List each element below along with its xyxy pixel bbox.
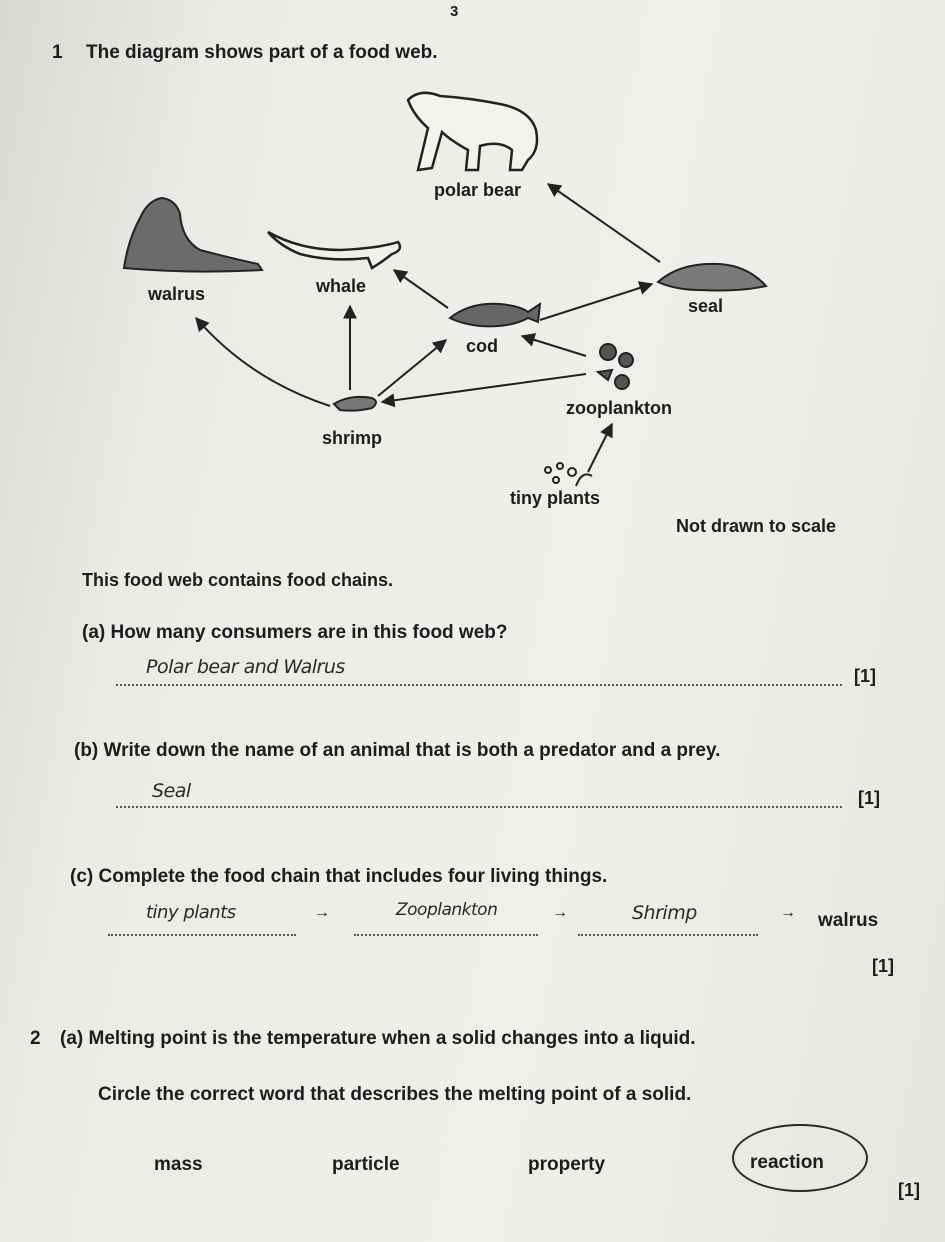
label-walrus: walrus xyxy=(148,284,206,304)
label-whale: whale xyxy=(316,276,367,296)
q1c-line-3 xyxy=(578,934,758,936)
q1a-text-after: are in this food web? xyxy=(312,622,508,643)
seal-icon xyxy=(658,264,766,291)
arrow-cod-to-seal xyxy=(540,284,652,320)
label-seal: seal xyxy=(688,296,724,316)
zooplankton-icon xyxy=(598,344,633,389)
q1c-answer-3[interactable]: Shrimp xyxy=(632,902,697,924)
q1c-line-1 xyxy=(108,934,296,936)
arrow-zooplankton-to-shrimp xyxy=(382,374,586,402)
q1c-text-before: Complete the food chain that includes xyxy=(98,866,448,887)
q1b-mark: [1] xyxy=(858,788,880,808)
q2a-option-particle[interactable]: particle xyxy=(332,1154,400,1175)
arrow-zooplankton-to-cod xyxy=(522,336,586,356)
cod-icon xyxy=(450,304,540,327)
q1c-answer-1[interactable]: tiny plants xyxy=(146,902,236,923)
q2a-option-reaction[interactable]: reaction xyxy=(750,1152,824,1173)
q2a-mark: [1] xyxy=(898,1180,920,1200)
q1c-mark: [1] xyxy=(872,956,894,976)
q2a-question xyxy=(60,1028,696,1050)
q1c-answer-2[interactable]: Zooplankton xyxy=(396,900,498,920)
q2-number: 2 xyxy=(30,1028,41,1049)
label-shrimp: shrimp xyxy=(322,428,383,448)
q1c-text-after: living things. xyxy=(484,866,608,887)
polar-bear-icon xyxy=(408,93,537,170)
q1c-line-2 xyxy=(354,934,538,936)
q2a-text: Melting point is the temperature when a solid changes into a liquid. xyxy=(88,1028,696,1049)
q1c-question xyxy=(70,866,607,888)
q1c-arrow-3: → xyxy=(780,904,796,921)
shrimp-icon xyxy=(334,397,376,411)
q1b-text-bold: and xyxy=(621,740,656,761)
q1-intro: The diagram shows part of a food web. xyxy=(86,42,438,63)
q1c-arrow-2: → xyxy=(552,904,568,921)
label-zooplankton: zooplankton xyxy=(566,398,672,418)
q1a-answer-line xyxy=(116,684,842,686)
q1-statement: This food web contains food chains. xyxy=(82,570,394,590)
q2a-answer-circle xyxy=(732,1124,868,1192)
q1b-label: (b) xyxy=(74,740,99,761)
q1b-text-after: a prey. xyxy=(655,740,721,761)
q1a-text-before: How many xyxy=(110,622,211,643)
tiny-plants-icon xyxy=(545,463,592,486)
arrow-shrimp-to-walrus xyxy=(196,318,330,406)
q1c-label: (c) xyxy=(70,866,94,887)
arrow-cod-to-whale xyxy=(394,270,448,308)
arrow-shrimp-to-cod xyxy=(378,340,446,396)
q1c-final-organism: walrus xyxy=(818,910,879,931)
q2a-label: (a) xyxy=(60,1028,84,1049)
whale-icon xyxy=(268,232,400,268)
q1b-question xyxy=(74,740,720,762)
q2a-instruction: Circle the correct word that describes the melting point of a solid. xyxy=(98,1084,692,1105)
q2a-option-mass[interactable]: mass xyxy=(154,1154,203,1175)
arrow-seal-to-polar-bear xyxy=(548,184,660,262)
label-polar-bear: polar bear xyxy=(434,180,522,200)
q1c-text-bold: four xyxy=(447,866,485,887)
diagram-note: Not drawn to scale xyxy=(676,516,837,536)
walrus-icon xyxy=(124,198,262,272)
q1c-arrow-1: → xyxy=(314,904,330,921)
label-tiny-plants: tiny plants xyxy=(510,488,601,508)
q1a-question xyxy=(82,622,508,644)
q1a-answer[interactable]: Polar bear and Walrus xyxy=(146,656,345,678)
q1-number: 1 xyxy=(52,42,63,63)
q1b-answer-line xyxy=(116,806,842,808)
page-number: 3 xyxy=(450,3,459,20)
q1b-text-before: Write down the name of an animal that is both a predator xyxy=(103,740,622,761)
q2a-option-property[interactable]: property xyxy=(528,1154,606,1175)
q1a-label: (a) xyxy=(82,622,106,643)
q1b-answer[interactable]: Seal xyxy=(152,780,191,802)
food-web-diagram xyxy=(0,0,945,530)
arrow-tiny-plants-to-zooplankton xyxy=(588,424,612,472)
q1a-text-bold: consumers xyxy=(210,622,313,643)
q1a-mark: [1] xyxy=(854,666,876,686)
label-cod: cod xyxy=(466,336,499,356)
